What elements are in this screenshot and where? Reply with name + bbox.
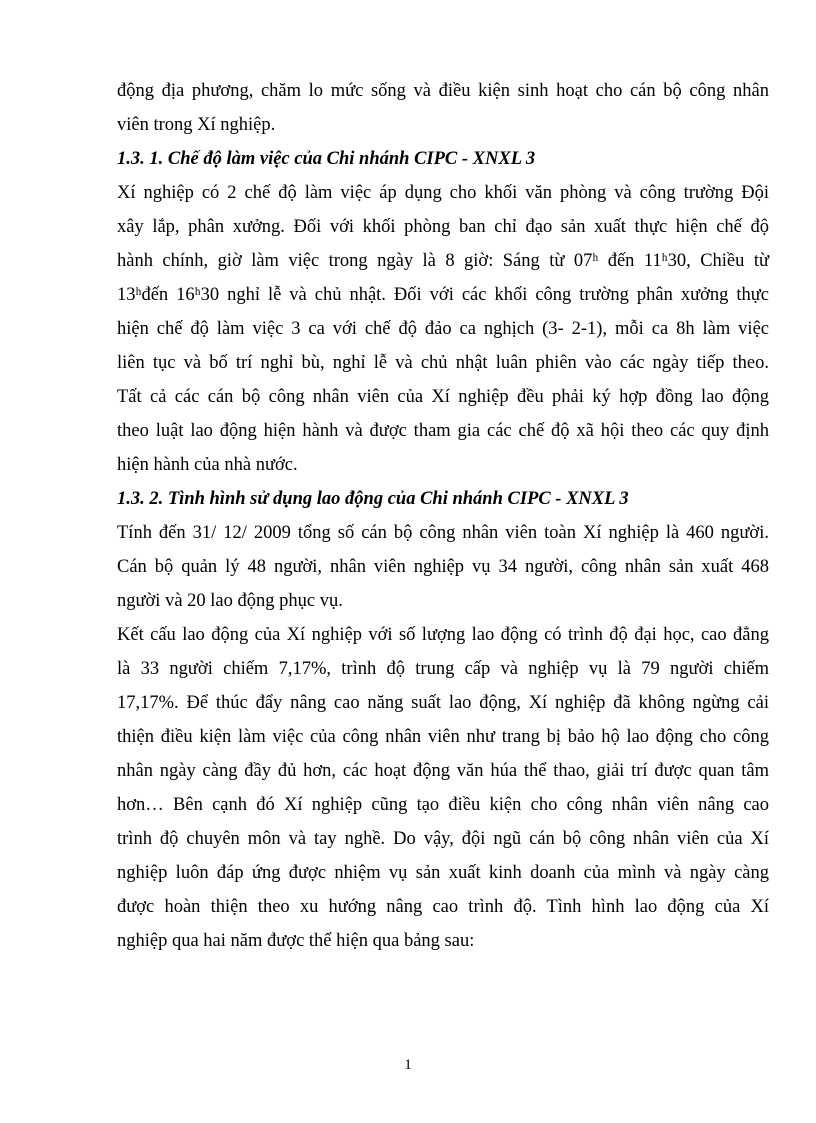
paragraph-line: hiện hành của nhà nước. [117,455,298,475]
document-body [117,74,769,958]
paragraph-line: Tính đến 31/ 12/ 2009 tổng số cán bộ công nhân viên toàn Xí nghiệp là 460 người. [117,523,769,543]
paragraph-line: 17,17%. Để thúc đẩy nâng cao năng suất lao động, Xí nghiệp đã không ngừng cải [117,693,769,713]
section-heading: 1.3. 1. Chế độ làm việc của Chi nhánh CIPC - XNXL 3 [117,149,536,169]
paragraph-line: 13ʰđến 16ʰ30 nghỉ lễ và chủ nhật. Đối với các khối công trường phân xưởng thực [117,285,769,305]
paragraph-line: viên trong Xí nghiệp. [117,115,276,135]
paragraph-line: xây lắp, phân xưởng. Đối với khối phòng ban chỉ đạo sản xuất thực hiện chế độ [117,217,769,237]
paragraph-line: hành chính, giờ làm việc trong ngày là 8 giờ: Sáng từ 07ʰ đến 11ʰ30, Chiều từ [117,251,769,271]
paragraph-line: nghiệp qua hai năm được thể hiện qua bảng sau: [117,931,475,951]
paragraph-line: thiện điều kiện làm việc của công nhân viên như trang bị bảo hộ lao động cho công [117,727,769,747]
paragraph-line: trình độ chuyên môn và tay nghề. Do vậy, đội ngũ cán bộ công nhân viên của Xí [117,829,769,849]
paragraph-line: hiện chế độ làm việc 3 ca với chế độ đảo ca nghịch (3- 2-1), mỗi ca 8h làm việc [117,319,769,339]
paragraph-line: hơn… Bên cạnh đó Xí nghiệp cũng tạo điều kiện cho công nhân viên nâng cao [117,795,769,815]
paragraph-line: Tất cả các cán bộ công nhân viên của Xí nghiệp đều phải ký hợp đồng lao động [117,387,769,407]
paragraph-line: Xí nghiệp có 2 chế độ làm việc áp dụng cho khối văn phòng và công trường Đội [117,183,769,203]
paragraph-line: liên tục và bố trí nghỉ bù, nghỉ lễ và chủ nhật luân phiên vào các ngày tiếp theo. [117,353,769,373]
paragraph-line: là 33 người chiếm 7,17%, trình độ trung cấp và nghiệp vụ là 79 người chiếm [117,659,769,679]
page-number: 1 [404,1057,412,1073]
paragraph-line: Kết cấu lao động của Xí nghiệp với số lượng lao động có trình độ đại học, cao đẳng [117,625,769,645]
paragraph-line: người và 20 lao động phục vụ. [117,591,343,611]
paragraph-line: nghiệp luôn đáp ứng được nhiệm vụ sản xuất kinh doanh của mình và ngày càng [117,863,769,883]
paragraph-line: Cán bộ quản lý 48 người, nhân viên nghiệp vụ 34 người, công nhân sản xuất 468 [117,557,769,577]
paragraph-line: theo luật lao động hiện hành và được tham gia các chế độ xã hội theo các quy định [117,421,769,441]
paragraph-line: được hoàn thiện theo xu hướng nâng cao trình độ. Tình hình lao động của Xí [117,897,769,917]
paragraph-line: động địa phương, chăm lo mức sống và điều kiện sinh hoạt cho cán bộ công nhân [117,81,769,101]
paragraph-line: nhân ngày càng đầy đủ hơn, các hoạt động văn húa thể thao, giải trí được quan tâm [117,761,769,781]
section-heading: 1.3. 2. Tình hình sử dụng lao động của Chi nhánh CIPC - XNXL 3 [117,489,629,509]
